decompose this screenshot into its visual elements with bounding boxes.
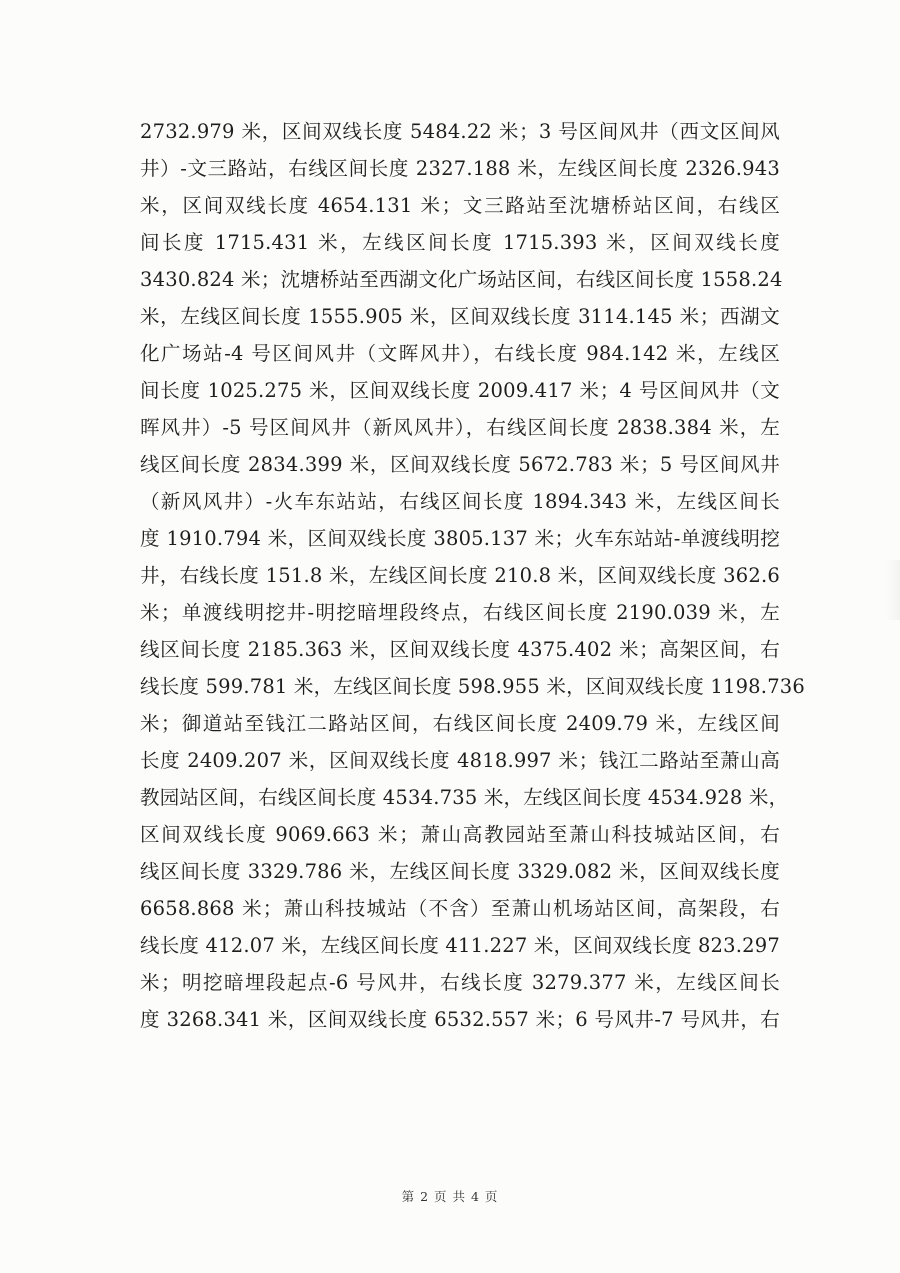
text-line-17: 米；御道站至钱江二路站区间，右线区间长度 2409.79 米，左线区间 [140, 712, 780, 735]
scan-edge-shadow [886, 560, 900, 620]
text-line-15: 线区间长度 2185.363 米，区间双线长度 4375.402 米；高架区间，右 [140, 638, 780, 661]
text-line-9: 晖风井）-5 号区间风井（新风风井），右线区间长度 2838.384 米，左 [140, 416, 780, 439]
body-paragraph [140, 113, 806, 1038]
text-line-2: 井）-文三路站，右线区间长度 2327.188 米，左线区间长度 2326.943 [140, 157, 780, 180]
text-line-23: 线长度 412.07 米，左线区间长度 411.227 米，区间双线长度 823.297 [140, 934, 780, 957]
text-line-22: 6658.868 米；萧山科技城站（不含）至萧山机场站区间，高架段，右 [140, 897, 780, 920]
text-line-24: 米；明挖暗埋段起点-6 号风井，右线长度 3279.377 米，左线区间长 [140, 971, 780, 994]
page-number-footer: 第 2 页 共 4 页 [401, 1189, 499, 1204]
text-line-13: 井，右线长度 151.8 米，左线区间长度 210.8 米，区间双线长度 362.6 [140, 564, 780, 587]
text-line-11: （新风风井）-火车东站站，右线区间长度 1894.343 米，左线区间长 [140, 490, 780, 513]
text-line-8: 间长度 1025.275 米，区间双线长度 2009.417 米；4 号区间风井（文 [140, 379, 780, 402]
text-line-25: 度 3268.341 米，区间双线长度 6532.557 米；6 号风井-7 号风井，右 [140, 1008, 780, 1031]
text-line-16: 线长度 599.781 米，左线区间长度 598.955 米，区间双线长度 1198.736 [140, 675, 806, 698]
text-line-19: 教园站区间，右线区间长度 4534.735 米，左线区间长度 4534.928 米， [140, 786, 789, 809]
text-line-14: 米；单渡线明挖井-明挖暗埋段终点，右线区间长度 2190.039 米，左 [140, 601, 780, 624]
text-line-5: 3430.824 米；沈塘桥站至西湖文化广场站区间，右线区间长度 1558.24 [140, 268, 783, 291]
text-line-10: 线区间长度 2834.399 米，区间双线长度 5672.783 米；5 号区间风井 [140, 453, 780, 476]
text-line-6: 米，左线区间长度 1555.905 米，区间双线长度 3114.145 米；西湖文 [140, 305, 780, 328]
text-line-1: 2732.979 米，区间双线长度 5484.22 米；3 号区间风井（西文区间风 [140, 120, 780, 143]
text-line-18: 长度 2409.207 米，区间双线长度 4818.997 米；钱江二路站至萧山高 [140, 749, 780, 772]
text-line-21: 线区间长度 3329.786 米，左线区间长度 3329.082 米，区间双线长度 [140, 860, 780, 883]
text-line-3: 米，区间双线长度 4654.131 米；文三路站至沈塘桥站区间，右线区 [140, 194, 780, 217]
text-line-7: 化广场站-4 号区间风井（文晖风井），右线长度 984.142 米，左线区 [140, 342, 780, 365]
text-line-12: 度 1910.794 米，区间双线长度 3805.137 米；火车东站站-单渡线明挖 [140, 527, 780, 550]
text-line-4: 间长度 1715.431 米，左线区间长度 1715.393 米，区间双线长度 [140, 231, 780, 254]
text-line-20: 区间双线长度 9069.663 米；萧山高教园站至萧山科技城站区间，右 [140, 823, 780, 846]
